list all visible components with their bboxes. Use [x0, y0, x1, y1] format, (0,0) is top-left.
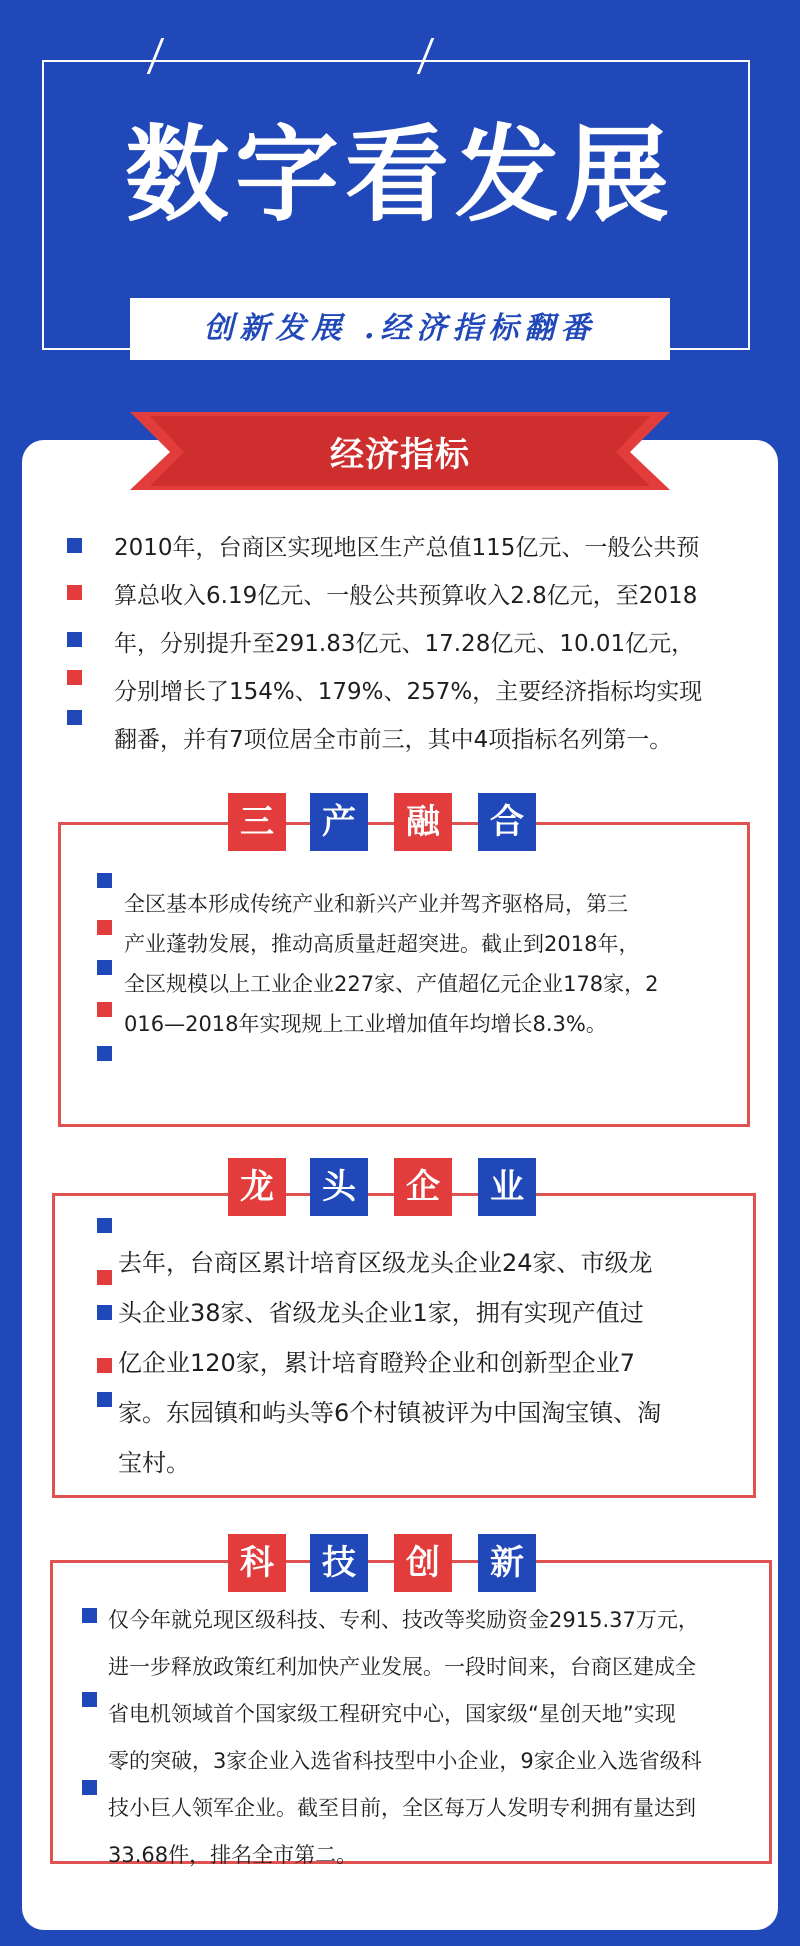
economy-line: 翻番，并有7项位居全市前三，其中4项指标名列第一。: [114, 727, 673, 753]
integration-line: 产业蓬勃发展，推动高质量赶超突进。截止到2018年，: [124, 932, 640, 956]
innovation-line: 仅今年就兑现区级科技、专利、技改等奖励资金2915.37万元，: [108, 1608, 699, 1632]
bullet-marker: [97, 1305, 112, 1320]
economy-line: 2010年，台商区实现地区生产总值115亿元、一般公共预: [114, 535, 700, 561]
tag-leaders-3: 企: [394, 1158, 452, 1216]
integration-paragraph: [124, 884, 716, 1044]
tag-integration-4: 合: [478, 793, 536, 851]
tag-integration-2: 产: [310, 793, 368, 851]
economy-paragraph: [114, 524, 754, 764]
subtitle-banner: 创新发展 .经济指标翻番: [130, 298, 670, 360]
innovation-line: 省电机领域首个国家级工程研究中心，国家级“星创天地”实现: [108, 1702, 676, 1726]
economy-line: 年，分别提升至291.83亿元、17.28亿元、10.01亿元，: [114, 631, 695, 657]
tag-leaders-1: 龙: [228, 1158, 286, 1216]
bullet-marker: [97, 1218, 112, 1233]
bullet-marker: [82, 1780, 97, 1795]
tag-innovation-2: 技: [310, 1534, 368, 1592]
section-heading-economy: 经济指标: [330, 435, 470, 475]
innovation-line: 33.68件，排名全市第二。: [108, 1843, 358, 1867]
tag-leaders-4: 业: [478, 1158, 536, 1216]
tag-integration-3: 融: [394, 793, 452, 851]
bullet-marker: [97, 873, 112, 888]
economy-line: 分别增长了154%、179%、257%，主要经济指标均实现: [114, 679, 703, 705]
bullet-marker: [97, 1392, 112, 1407]
bullet-marker: [82, 1608, 97, 1623]
bullet-marker: [97, 920, 112, 935]
innovation-line: 进一步释放政策红利加快产业发展。一段时间来，台商区建成全: [108, 1655, 696, 1679]
bullet-marker: [67, 538, 82, 553]
tag-innovation-3: 创: [394, 1534, 452, 1592]
tag-leaders-2: 头: [310, 1158, 368, 1216]
bullet-marker: [67, 585, 82, 600]
tag-innovation-1: 科: [228, 1534, 286, 1592]
leaders-line: 宝村。: [118, 1449, 190, 1477]
leaders-line: 去年，台商区累计培育区级龙头企业24家、市级龙: [118, 1249, 653, 1277]
bullet-marker: [97, 1046, 112, 1061]
economy-line: 算总收入6.19亿元、一般公共预算收入2.8亿元，至2018: [114, 583, 698, 609]
bullet-marker: [82, 1692, 97, 1707]
innovation-line: 零的突破，3家企业入选省科技型中小企业，9家企业入选省级科: [108, 1749, 702, 1773]
bullet-marker: [97, 1270, 112, 1285]
innovation-line: 技小巨人领军企业。截至目前，全区每万人发明专利拥有量达到: [108, 1796, 696, 1820]
bullet-marker: [97, 960, 112, 975]
leaders-line: 亿企业120家，累计培育瞪羚企业和创新型企业7: [118, 1349, 636, 1377]
leaders-paragraph: [118, 1238, 738, 1488]
integration-line: 全区规模以上工业企业227家、产值超亿元企业178家，2: [124, 972, 659, 996]
bullet-marker: [97, 1002, 112, 1017]
bullet-marker: [67, 710, 82, 725]
leaders-line: 头企业38家、省级龙头企业1家，拥有实现产值过: [118, 1299, 644, 1327]
innovation-paragraph: [108, 1597, 760, 1879]
tag-integration-1: 三: [228, 793, 286, 851]
bullet-marker: [67, 670, 82, 685]
bullet-marker: [97, 1358, 112, 1373]
bullet-marker: [67, 632, 82, 647]
leaders-line: 家。东园镇和屿头等6个村镇被评为中国淘宝镇、淘: [118, 1399, 662, 1427]
page-title: 数字看发展: [124, 114, 675, 236]
integration-line: 016—2018年实现规上工业增加值年均增长8.3%。: [124, 1012, 607, 1036]
tag-innovation-4: 新: [478, 1534, 536, 1592]
integration-line: 全区基本形成传统产业和新兴产业并驾齐驱格局，第三: [124, 892, 628, 916]
